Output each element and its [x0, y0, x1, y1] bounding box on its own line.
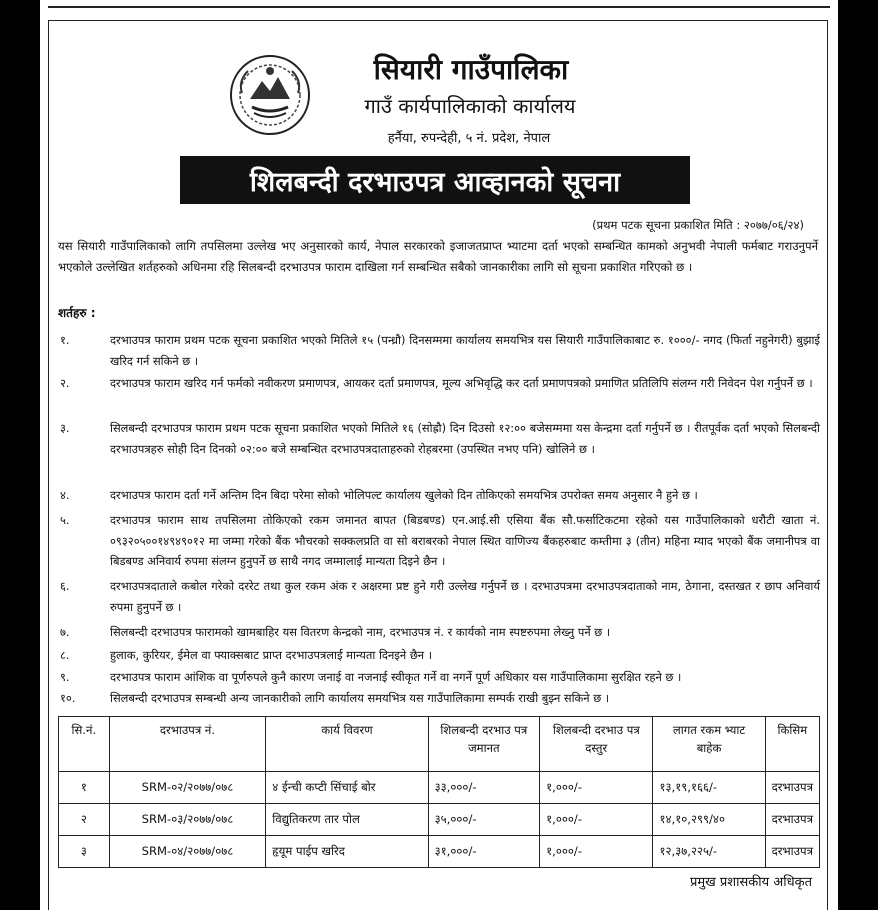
condition-number: ८.	[60, 648, 70, 662]
table-header-row	[59, 717, 820, 772]
condition-item	[58, 485, 820, 506]
table-cell: २	[59, 804, 110, 836]
col-header-deposit: शिलबन्दी दरभाउ पत्र जमानत	[428, 717, 540, 772]
table-cell: ४ ईन्ची कप्टी सिंचाई बोर	[266, 772, 428, 804]
condition-text: दरभाउपत्र फाराम साथ तपसिलमा तोकिएको रकम जमानत बापत (बिडबण्ड) एन.आई.सी एसिया बैंक सौ.फर्साटिकटमा रहेको यस गाउँपालिकाको धरौटी खाता नं. ०९३२०५००१४९४९०१२ मा जम्मा गरेको बैंक भौचरको सक्कलप्रति वा सो बराबरको नेपाल स्थित वाणिज्य बैंकहरुबाट कम्तीमा ३ (तीन) महिना म्याद भएको बैंक जमानीपत्र वा बिडबण्ड अनिवार्य रुपमा संलग्न हुनुपर्ने छ साथै नगद जम्मालाई मान्यता दिइने छैन ।	[110, 513, 820, 568]
condition-text: सिलबन्दी दरभाउपत्र सम्बन्धी अन्य जानकारीको लागि कार्यालय समयभित्र यस गाउँपालिकामा सम्पर्क राखी बुझ्न सकिने छ ।	[110, 691, 610, 705]
table-cell: ३५,०००/-	[428, 804, 540, 836]
table-cell: दरभाउपत्र	[765, 804, 819, 836]
table-row	[59, 772, 820, 804]
table-cell: SRM-०४/२०७७/०७८	[109, 836, 266, 868]
intro-paragraph: यस सियारी गाउँपालिकाको लागि तपसिलमा उल्लेख भए अनुसारको कार्य, नेपाल सरकारको इजाजतप्राप्त भ्याटमा दर्ता भएको सम्बन्धित कामको अनुभवी नेपाली फर्मबाट गराउनुपर्ने भएकोले उल्लेखित शर्तहरुको अधिनमा रहि सिलबन्दी दरभाउपत्र फाराम दाखिला गर्न सम्बन्धित सबैको जानकारीका लागि सो सूचना प्रकाशित गरिएको छ ।	[58, 239, 818, 274]
col-header-sn: सि.नं.	[59, 717, 110, 772]
condition-text: दरभाउपत्रदाताले कबोल गरेको दररेट तथा कुल रकम अंक र अक्षरमा प्रष्ट हुने गरी उल्लेख गर्नुपर्ने छ । दरभाउपत्रमा दरभाउपत्रदाताको नाम, ठेगाना, दस्तखत र छाप अनिवार्य रुपमा हुनुपर्ने छ ।	[110, 579, 820, 614]
table-cell: ३१,०००/-	[428, 836, 540, 868]
table-cell: दरभाउपत्र	[765, 836, 819, 868]
condition-item	[58, 418, 820, 459]
condition-item	[58, 645, 820, 666]
condition-number: ३.	[60, 421, 70, 435]
table-cell: SRM-०२/२०७७/०७८	[109, 772, 266, 804]
condition-item	[58, 576, 820, 617]
condition-number: १०.	[60, 691, 76, 705]
notice-title: शिलबन्दी दरभाउपत्र आव्हानको सूचना	[249, 166, 621, 198]
condition-number: ६.	[60, 579, 70, 593]
col-header-type: किसिम	[765, 717, 819, 772]
condition-text: हुलाक, कुरियर, ईमेल वा फ्याक्सबाट प्राप्त दरभाउपत्रलाई मान्यता दिनइने छैन ।	[110, 648, 433, 662]
table-cell: १	[59, 772, 110, 804]
table-row	[59, 836, 820, 868]
condition-number: २.	[60, 376, 70, 390]
condition-text: सिलबन्दी दरभाउपत्र फारामको खामबाहिर यस वितरण केन्द्रको नाम, दरभाउपत्र नं. र कार्यको नाम स्पष्टरुपमा लेख्नु पर्ने छ ।	[110, 625, 611, 639]
table-cell: हृयूम पाईप खरिद	[266, 836, 428, 868]
table-cell: १,०००/-	[540, 836, 653, 868]
condition-number: ५.	[60, 513, 70, 527]
table-cell: SRM-०३/२०७७/०७८	[109, 804, 266, 836]
table-cell: १,०००/-	[540, 804, 653, 836]
col-header-work: कार्य विवरण	[266, 717, 428, 772]
condition-item	[58, 510, 820, 572]
municipality-name: सियारी गाउँपालिका	[373, 53, 569, 86]
office-name: गाउँ कार्यपालिकाको कार्यालय	[364, 94, 576, 118]
top-rule	[48, 6, 830, 8]
publish-date: (प्रथम पटक सूचना प्रकाशित मिति : २०७७/०६/२४)	[592, 218, 804, 232]
condition-number: ७.	[60, 625, 70, 639]
condition-text: दरभाउपत्र फाराम खरिद गर्न फर्मको नवीकरण प्रमाणपत्र, आयकर दर्ता प्रमाणपत्र, मूल्य अभिवृद्धि कर दर्ता प्रमाणपत्रको प्रमाणित प्रतिलिपि संलग्न गरी निवेदन पेश गर्नुपर्ने छ ।	[110, 376, 813, 390]
condition-number: ४.	[60, 488, 70, 502]
condition-item	[58, 373, 820, 394]
bid-items-table	[58, 716, 820, 868]
condition-text: दरभाउपत्र फाराम प्रथम पटक सूचना प्रकाशित भएको मितिले १५ (पन्ध्रौ) दिनसम्ममा कार्यालय समयभित्र यस सियारी गाउँपालिकाबाट रु. १०००/- नगद (फिर्ता नहुनेगरी) बुझाई खरिद गर्न सकिने छ ।	[110, 333, 820, 368]
table-cell: १४,१०,२९९/४०	[653, 804, 765, 836]
col-header-fee: शिलबन्दी दरभाउ पत्र दस्तुर	[540, 717, 653, 772]
condition-item	[58, 622, 820, 643]
condition-item	[58, 330, 820, 371]
notice-title-banner	[180, 156, 690, 204]
table-cell: दरभाउपत्र	[765, 772, 819, 804]
conditions-title: शर्तहरु :	[58, 306, 96, 320]
table-cell: १,०००/-	[540, 772, 653, 804]
table-cell: १२,३७,२२५/-	[653, 836, 765, 868]
table-cell: १३,१९,१६६/-	[653, 772, 765, 804]
table-cell: ३३,०००/-	[428, 772, 540, 804]
table-cell: ३	[59, 836, 110, 868]
table-cell: विद्युतिकरण तार पोल	[266, 804, 428, 836]
condition-item	[58, 667, 820, 688]
table-row	[59, 804, 820, 836]
signatory-title: प्रमुख प्रशासकीय अधिकृत	[689, 875, 812, 890]
condition-item	[58, 688, 820, 709]
condition-text: दरभाउपत्र फाराम आंशिक वा पूर्णरुपले कुनै कारण जनाई वा नजनाई स्वीकृत गर्ने वा नगर्ने पूर्ण अधिकार यस गाउँपालिकामा सुरक्षित रहने छ ।	[110, 670, 682, 684]
condition-text: सिलबन्दी दरभाउपत्र फाराम प्रथम पटक सूचना प्रकाशित भएको मितिले १६ (सोह्रौ) दिन दिउसो १२:०० बजेसम्ममा यस केन्द्रमा दर्ता गर्नुपर्ने छ । रीतपूर्वक दर्ता भएको सिलबन्दी दरभाउपत्रहरु सोही दिन दिनको ०२:०० बजे सम्बन्धित दरभाउपत्रदाताहरुको रोहबरमा (उपस्थित नभए पनि) खोलिने छ ।	[110, 421, 820, 456]
office-address: हर्नैया, रुपन्देही, ५ नं. प्रदेश, नेपाल	[387, 131, 551, 146]
col-header-cost: लागत रकम भ्याट बाहेक	[653, 717, 765, 772]
condition-number: ९.	[60, 670, 70, 684]
col-header-bid-no: दरभाउपत्र नं.	[109, 717, 266, 772]
notice-page	[40, 0, 838, 910]
condition-number: १.	[60, 333, 70, 347]
condition-text: दरभाउपत्र फाराम दर्ता गर्ने अन्तिम दिन बिदा परेमा सोको भोलिपल्ट कार्यालय खुलेको दिन तोकिएको समयभित्र उपरोक्त समय अनुसार नै हुने छ ।	[110, 488, 698, 502]
